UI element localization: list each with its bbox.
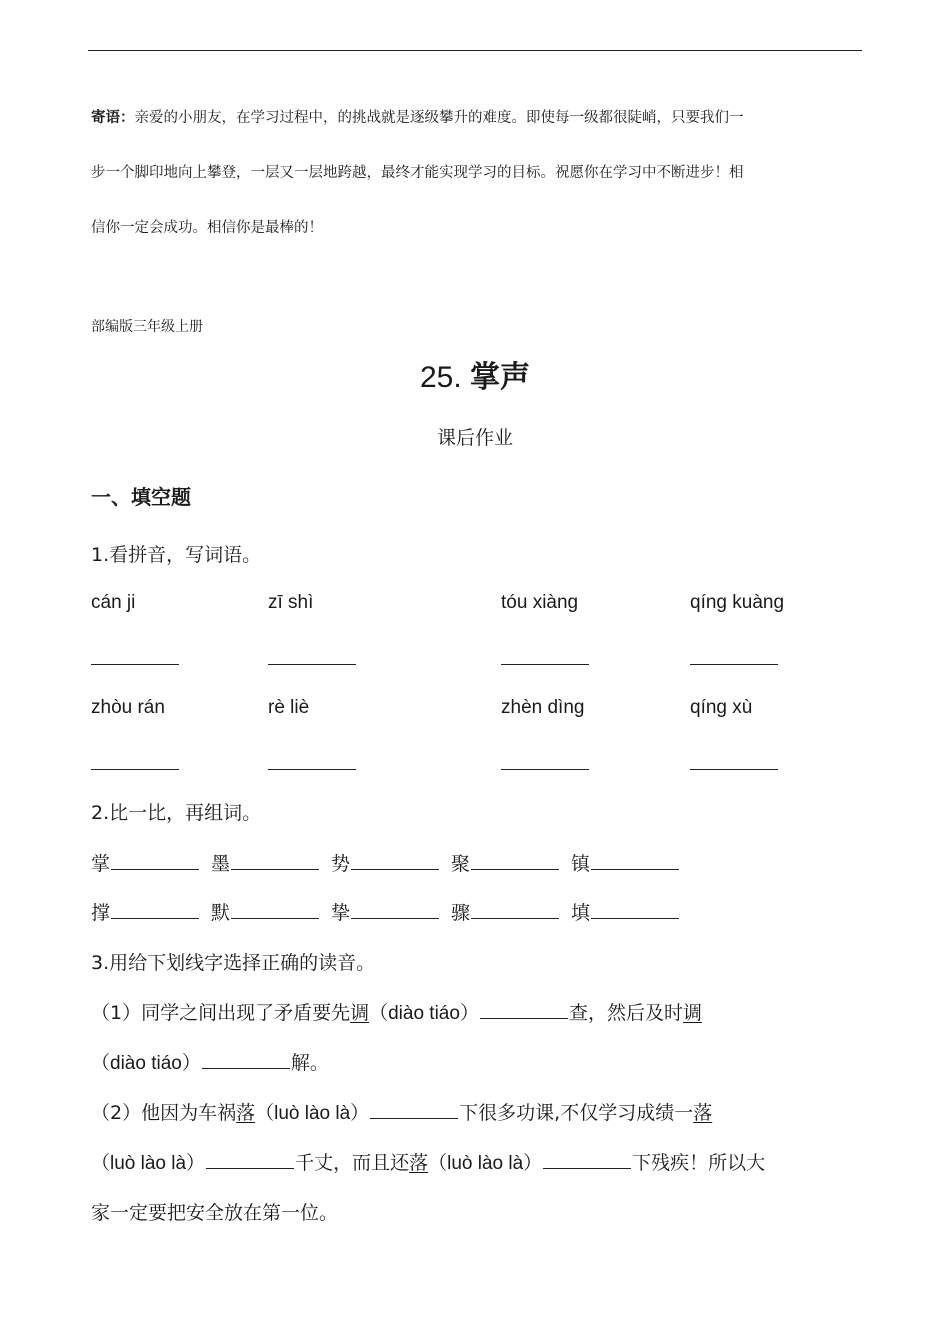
answer-blank[interactable] <box>471 900 559 919</box>
underlined-char: 落 <box>409 1152 429 1174</box>
answer-blank[interactable] <box>206 1150 294 1169</box>
intro-text-1: 亲爱的小朋友，在学习过程中，的挑战就是逐级攀升的难度。即使每一级都很陡峭，只要我们一 <box>134 110 744 126</box>
pinyin-options: （luò lào là） <box>255 1103 370 1124</box>
answer-blank[interactable] <box>501 769 589 770</box>
page-title <box>0 352 950 396</box>
answer-blank[interactable] <box>471 851 559 870</box>
pinyin-options: （diào tiáo） <box>369 1003 479 1024</box>
answer-blank[interactable] <box>202 1050 290 1069</box>
underlined-char: 调 <box>682 1002 702 1024</box>
compare-cell: 撑 <box>91 898 211 925</box>
pinyin-item: rè liè <box>268 697 310 718</box>
answer-blank[interactable] <box>690 769 778 770</box>
pinyin-item: zhèn dìng <box>501 697 585 718</box>
answer-blank[interactable] <box>91 664 179 665</box>
compare-cell: 骤 <box>451 898 571 925</box>
answer-blank[interactable] <box>231 851 319 870</box>
compare-cell: 填 <box>571 898 691 925</box>
subtitle: 课后作业 <box>436 427 513 449</box>
answer-blank[interactable] <box>370 1100 458 1119</box>
answer-blank[interactable] <box>351 900 439 919</box>
compare-cell: 默 <box>211 898 331 925</box>
q3-sentence-2-line-2: （luò lào là） 千丈，而且还落（luò lào là） 下残疾！所以大 <box>91 1152 766 1174</box>
title-text: 掌声 <box>470 360 531 395</box>
answer-blank[interactable] <box>268 769 356 770</box>
pinyin-options: （luò lào là） <box>428 1153 543 1174</box>
compare-cell: 镇 <box>571 849 691 876</box>
answer-blank[interactable] <box>91 769 179 770</box>
pinyin-item: zī shì <box>268 592 314 613</box>
compare-cell: 势 <box>331 849 451 876</box>
q3-sentence-2-line-3: 家一定要把安全放在第一位。 <box>91 1202 339 1224</box>
answer-blank[interactable] <box>111 851 199 870</box>
answer-blank[interactable] <box>501 664 589 665</box>
pinyin-item: cán ji <box>91 592 136 613</box>
pinyin-item: qíng kuàng <box>690 592 785 613</box>
pinyin-item: qíng xù <box>690 697 753 718</box>
answer-blank[interactable] <box>480 1000 568 1019</box>
compare-cell: 挚 <box>331 898 451 925</box>
pinyin-options: （luò lào là） <box>91 1153 206 1174</box>
answer-blank[interactable] <box>591 900 679 919</box>
answer-blank[interactable] <box>351 851 439 870</box>
underlined-char: 调 <box>350 1002 370 1024</box>
title-number: 25. <box>419 361 462 394</box>
compare-cell: 聚 <box>451 849 571 876</box>
pinyin-item: zhòu rán <box>91 697 165 718</box>
compare-row-2 <box>91 898 691 925</box>
answer-blank[interactable] <box>231 900 319 919</box>
pinyin-options: （diào tiáo） <box>91 1053 201 1074</box>
q3-sentence-1-line-1: （1）同学之间出现了矛盾要先调（diào tiáo） 查，然后及时调 <box>91 1002 702 1024</box>
answer-blank[interactable] <box>268 664 356 665</box>
intro-label: 寄语： <box>91 109 135 126</box>
compare-cell: 掌 <box>91 849 211 876</box>
pinyin-item: tóu xiàng <box>501 592 579 613</box>
section-heading: 一、填空题 <box>91 485 191 509</box>
q3-sentence-1-line-2: （diào tiáo） 解。 <box>91 1052 329 1074</box>
compare-row-1 <box>91 849 691 876</box>
header-rule <box>88 50 862 51</box>
intro-line-2: 步一个脚印地向上攀登，一层又一层地跨越，最终才能实现学习的目标。祝愿你在学习中不断进步！相 <box>91 165 744 181</box>
compare-cell: 墨 <box>211 849 331 876</box>
answer-blank[interactable] <box>111 900 199 919</box>
intro-line-1 <box>91 108 866 128</box>
answer-blank[interactable] <box>543 1150 631 1169</box>
question-1-prompt: 1.看拼音，写词语。 <box>91 544 262 566</box>
answer-blank[interactable] <box>690 664 778 665</box>
q3-sentence-2-line-1: （2）他因为车祸落（luò lào là） 下很多功课,不仅学习成绩一落 <box>91 1102 713 1124</box>
edition-label: 部编版三年级上册 <box>91 319 203 335</box>
underlined-char: 落 <box>236 1102 256 1124</box>
question-3-prompt: 3.用给下划线字选择正确的读音。 <box>91 952 376 974</box>
intro-line-3: 信你一定会成功。相信你是最棒的！ <box>91 220 323 236</box>
answer-blank[interactable] <box>591 851 679 870</box>
underlined-char: 落 <box>693 1102 713 1124</box>
question-2-prompt: 2.比一比，再组词。 <box>91 802 262 824</box>
